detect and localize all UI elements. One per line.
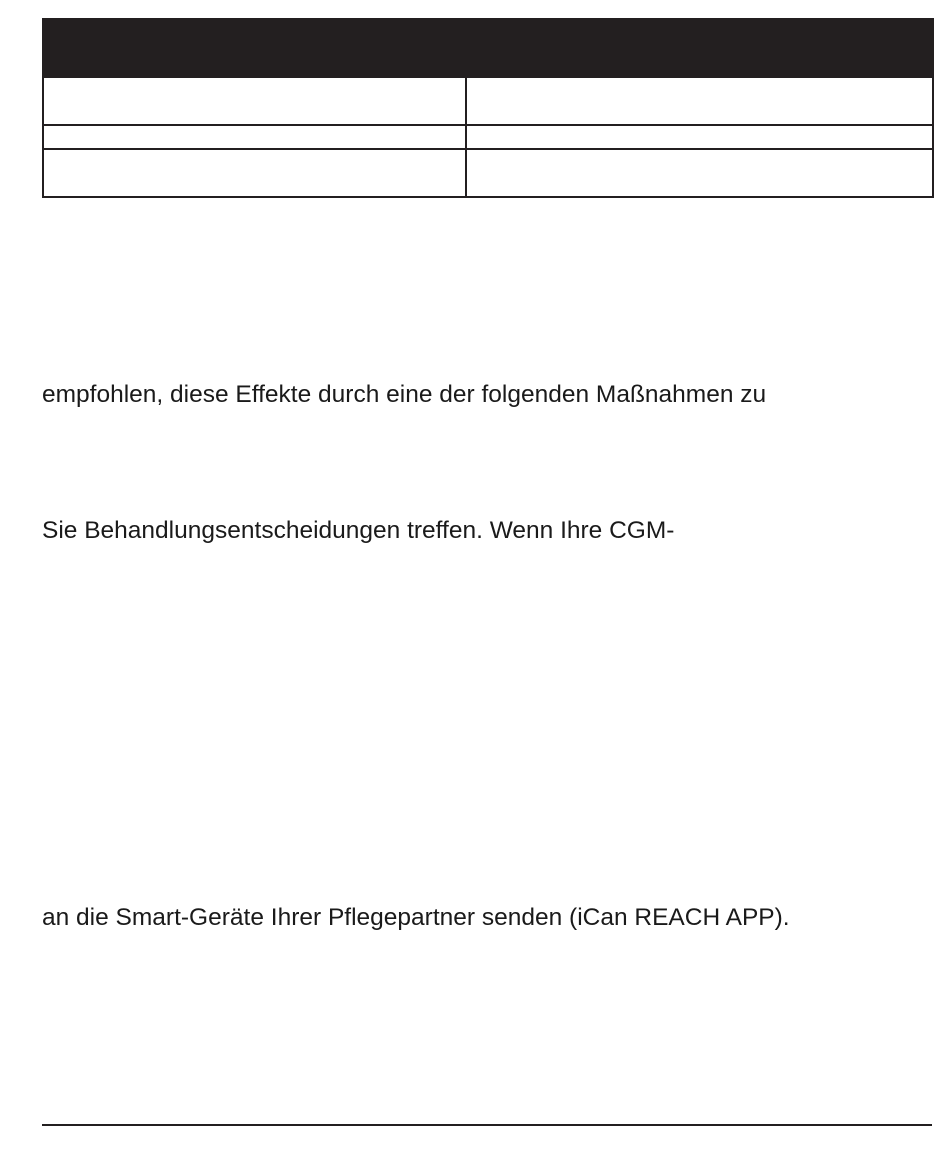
table-cell xyxy=(43,149,466,197)
table-cell xyxy=(466,77,933,125)
body-text-line: an die Smart-Geräte Ihrer Pflegepartner senden (iCan REACH APP). xyxy=(42,904,790,931)
data-table xyxy=(42,18,934,198)
table-header-row xyxy=(43,19,933,77)
table-cell xyxy=(43,125,466,149)
table-row xyxy=(43,149,933,197)
body-text-line: empfohlen, diese Effekte durch eine der folgenden Maßnahmen zu xyxy=(42,381,767,408)
table-row xyxy=(43,125,933,149)
body-text-line: Sie Behandlungsentscheidungen treffen. Wenn Ihre CGM- xyxy=(42,517,675,544)
table-row xyxy=(43,77,933,125)
table-header-cell-left xyxy=(43,19,466,77)
footer-divider xyxy=(42,1124,932,1126)
table-header-cell-right xyxy=(466,19,933,77)
table-cell xyxy=(43,77,466,125)
table-cell xyxy=(466,149,933,197)
table-cell xyxy=(466,125,933,149)
